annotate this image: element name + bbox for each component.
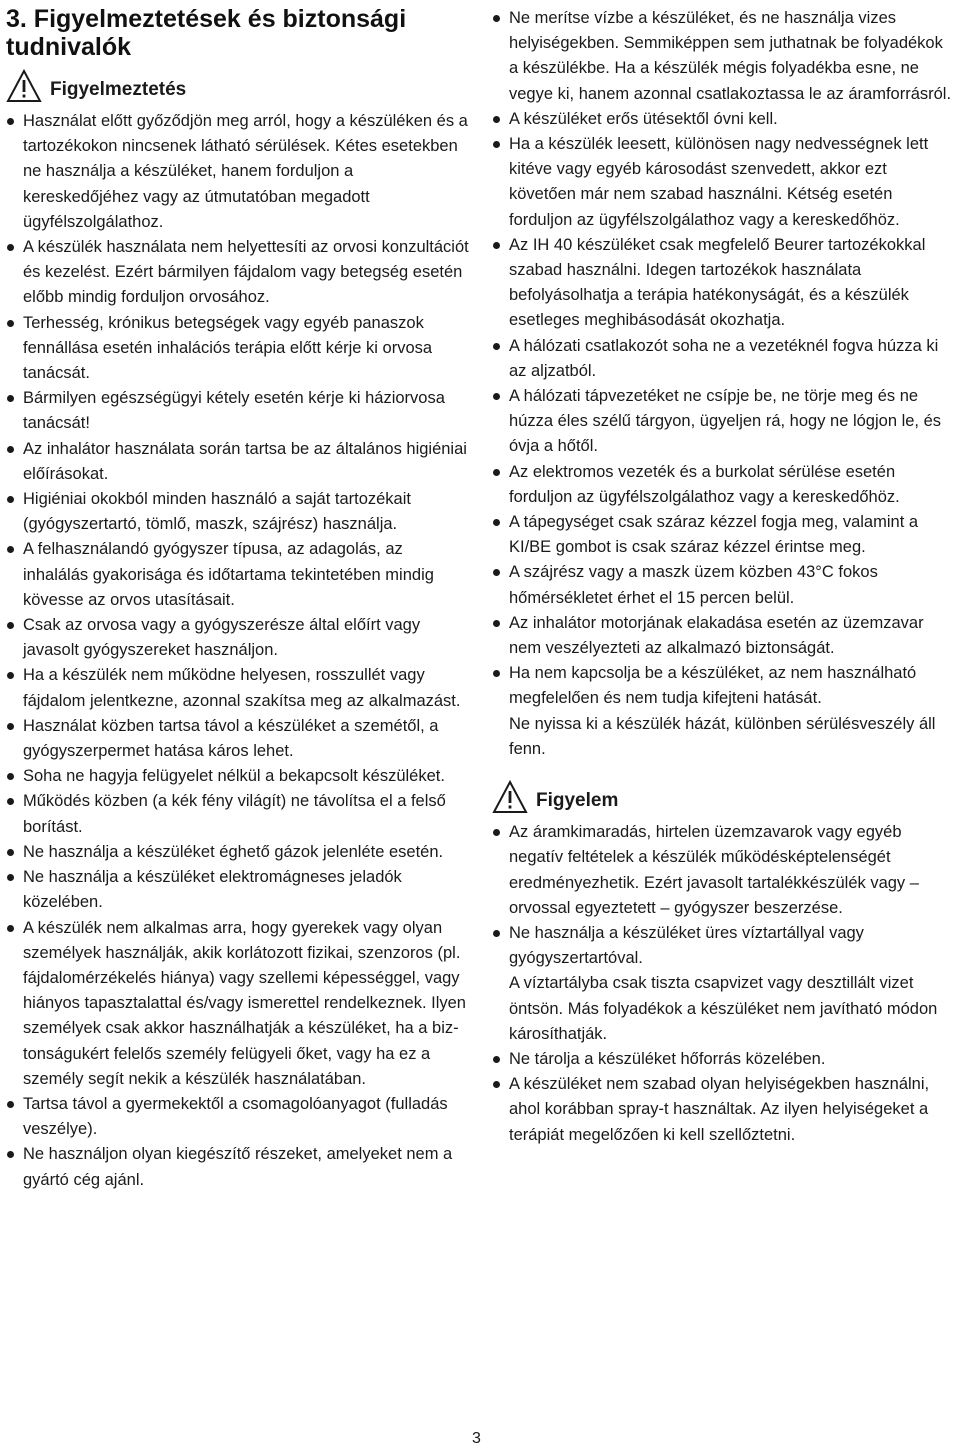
list-item: Csak az orvosa vagy a gyógyszerésze által előírt vagy javasolt gyógyszereket használjon.: [6, 613, 471, 663]
list-item: Terhesség, krónikus betegségek vagy egyéb panaszok fennállása esetén inhalációs terápia előtt kérje ki orvosa tanácsát.: [6, 311, 471, 387]
page-number: 3: [472, 1430, 481, 1447]
left-column: [6, 0, 471, 1193]
list-item: Az IH 40 készüléket csak megfelelő Beurer tartozékokkal szabad használni. Idegen tartozékok használata befolyásolhatja a terápia hatékonyságát, és a készülék esetleges meghibásodását okozhatja.: [492, 233, 954, 334]
list-item: Használat előtt győződjön meg arról, hogy a készüléken és a tartozékokon nincsenek látható sérülések. Kétes esetekben ne használja a készüléket, hanem forduljon a kereskedőjéhez vagy az útmutatóban megadott ügyfélszolgálathoz.: [6, 109, 471, 235]
list-item: Az áramkimaradás, hirtelen üzemzavarok vagy egyéb negatív feltételek a készülék működésképtelenségét eredményezhetik. Ezért javasolt tartalékkészülék vagy – orvossal egyeztetett – gyógyszer beszerzése.: [492, 820, 954, 921]
warning-heading-block: [6, 69, 471, 103]
list-item: A szájrész vagy a maszk üzem közben 43°C fokos hőmérsékletet érhet el 15 percen belül.: [492, 560, 954, 610]
caution-heading: Figyelem: [536, 790, 619, 812]
list-item: [492, 661, 954, 762]
list-item: Ne használjon olyan kiegészítő részeket, amelyeket nem a gyártó cég ajánl.: [6, 1142, 471, 1192]
list-item: [492, 921, 954, 1047]
caution-list: [492, 820, 954, 1148]
list-item: Az inhalátor használata során tartsa be az általános higiéniai előírásokat.: [6, 437, 471, 487]
list-item: Ha a készülék leesett, különösen nagy nedvességnek lett kitéve vagy egyéb károsodást szenvedett, akkor ezt követően már nem szabad használni. Kétség esetén forduljon az ügyfélszolgálathoz vagy a kereskedőhöz.: [492, 132, 954, 233]
list-item-continuation: Ne nyissa ki a készülék házát, különben sérülésveszély áll fenn.: [509, 714, 936, 758]
list-item: Ne tárolja a készüléket hőforrás közelében.: [492, 1047, 954, 1072]
warning-list: [6, 109, 471, 1193]
warning-triangle-icon: [492, 780, 528, 814]
list-item: Tartsa távol a gyermekektől a csomagolóanyagot (fulladás veszélye).: [6, 1092, 471, 1142]
list-item: A tápegységet csak száraz kézzel fogja meg, valamint a KI/BE gombot is csak száraz kézzel érintse meg.: [492, 510, 954, 560]
caution-heading-block: [492, 780, 954, 814]
list-item: Soha ne hagyja felügyelet nélkül a bekapcsolt készüléket.: [6, 764, 471, 789]
list-item-text: Ha nem kapcsolja be a készüléket, az nem használható megfelelően és nem tudja kifejteni hatását.: [509, 664, 917, 708]
warning-triangle-icon: [6, 69, 42, 103]
section-title: 3. Figyelmeztetések és biztonsági tudnivalók: [6, 5, 407, 61]
list-item: Az elektromos vezeték és a burkolat sérülése esetén forduljon az ügyfélszolgálathoz vagy a kereskedőhöz.: [492, 460, 954, 510]
list-item: Ne használja a készüléket éghető gázok jelenléte esetén.: [6, 840, 471, 865]
list-item: A készüléket nem szabad olyan helyiségekben használni, ahol korábban spray-t használtak. Az ilyen helyiségeket a terápiát megelőzően ki kell szellőztetni.: [492, 1072, 954, 1148]
list-item-continuation: A víztartályba csak tiszta csapvizet vagy desztillált vizet öntsön. Más folyadékok a készüléket nem javítható módon károsíthatják.: [509, 974, 938, 1043]
right-column: [492, 6, 954, 1148]
list-item: Az inhalátor motorjának elakadása esetén az üzemzavar nem veszélyezteti az alkalmazó biztonságát.: [492, 611, 954, 661]
list-item: Ne használja a készüléket elektromágneses jeladók közelében.: [6, 865, 471, 915]
warning-list-continued: [492, 6, 954, 762]
list-item: A felhasználandó gyógyszer típusa, az adagolás, az inhalálás gyakorisága és időtartama tekintetében mindig kövesse az orvos utasításait.: [6, 537, 471, 613]
list-item: A készüléket erős ütésektől óvni kell.: [492, 107, 954, 132]
list-item: Bármilyen egészségügyi kétely esetén kérje ki háziorvosa tanácsát!: [6, 386, 471, 436]
list-item: Működés közben (a kék fény világít) ne távolítsa el a felső borítást.: [6, 789, 471, 839]
list-item: Ha a készülék nem működne helyesen, rosszullét vagy fájdalom jelentkezne, azonnal szakítsa meg az alkalmazást.: [6, 663, 471, 713]
list-item-text: Ne használja a készüléket üres víztartállyal vagy gyógyszertartóval.: [509, 923, 864, 968]
list-item: A készülék nem alkalmas arra, hogy gyerekek vagy olyan személyek használják, akik korlátozott fizikai, szenzoros (pl. fájdalomérzékelés hiánya) vagy szellemi képességgel, vagy hiányos tapasztalattal és/vagy ismerettel rendelkeznek. Ilyen személyek csak akkor használhatják a készüléket, ha a biztonságukért felelős személy felügyeli őket, vagy ha ez a személy segít nekik a készülék használatában.: [6, 916, 471, 1092]
list-item: A hálózati csatlakozót soha ne a vezetéknél fogva húzza ki az aljzatból.: [492, 334, 954, 384]
list-item: Higiéniai okokból minden használó a saját tartozékait (gyógyszertartó, tömlő, maszk, szájrész) használja.: [6, 487, 471, 537]
warning-heading: Figyelmeztetés: [50, 79, 187, 100]
list-item: Használat közben tartsa távol a készüléket a szemétől, a gyógyszerpermet hatása káros lehet.: [6, 714, 471, 764]
list-item: A hálózati tápvezetéket ne csípje be, ne törje meg és ne húzza éles szélű tárgyon, ügyeljen rá, hogy ne lógjon le, és óvja a hőtől.: [492, 384, 954, 460]
list-item: A készülék használata nem helyettesíti az orvosi konzultációt és kezelést. Ezért bármilyen fájdalom vagy betegség esetén előbb mindig forduljon orvosához.: [6, 235, 471, 311]
list-item: Ne merítse vízbe a készüléket, és ne használja vizes helyiségekben. Semmiképpen sem juthatnak be folyadékok a készülékbe. Ha a készülék mégis folyadékba esne, ne vegye ki, hanem azonnal csatlakoztassa le az áramforrásról.: [492, 6, 954, 107]
